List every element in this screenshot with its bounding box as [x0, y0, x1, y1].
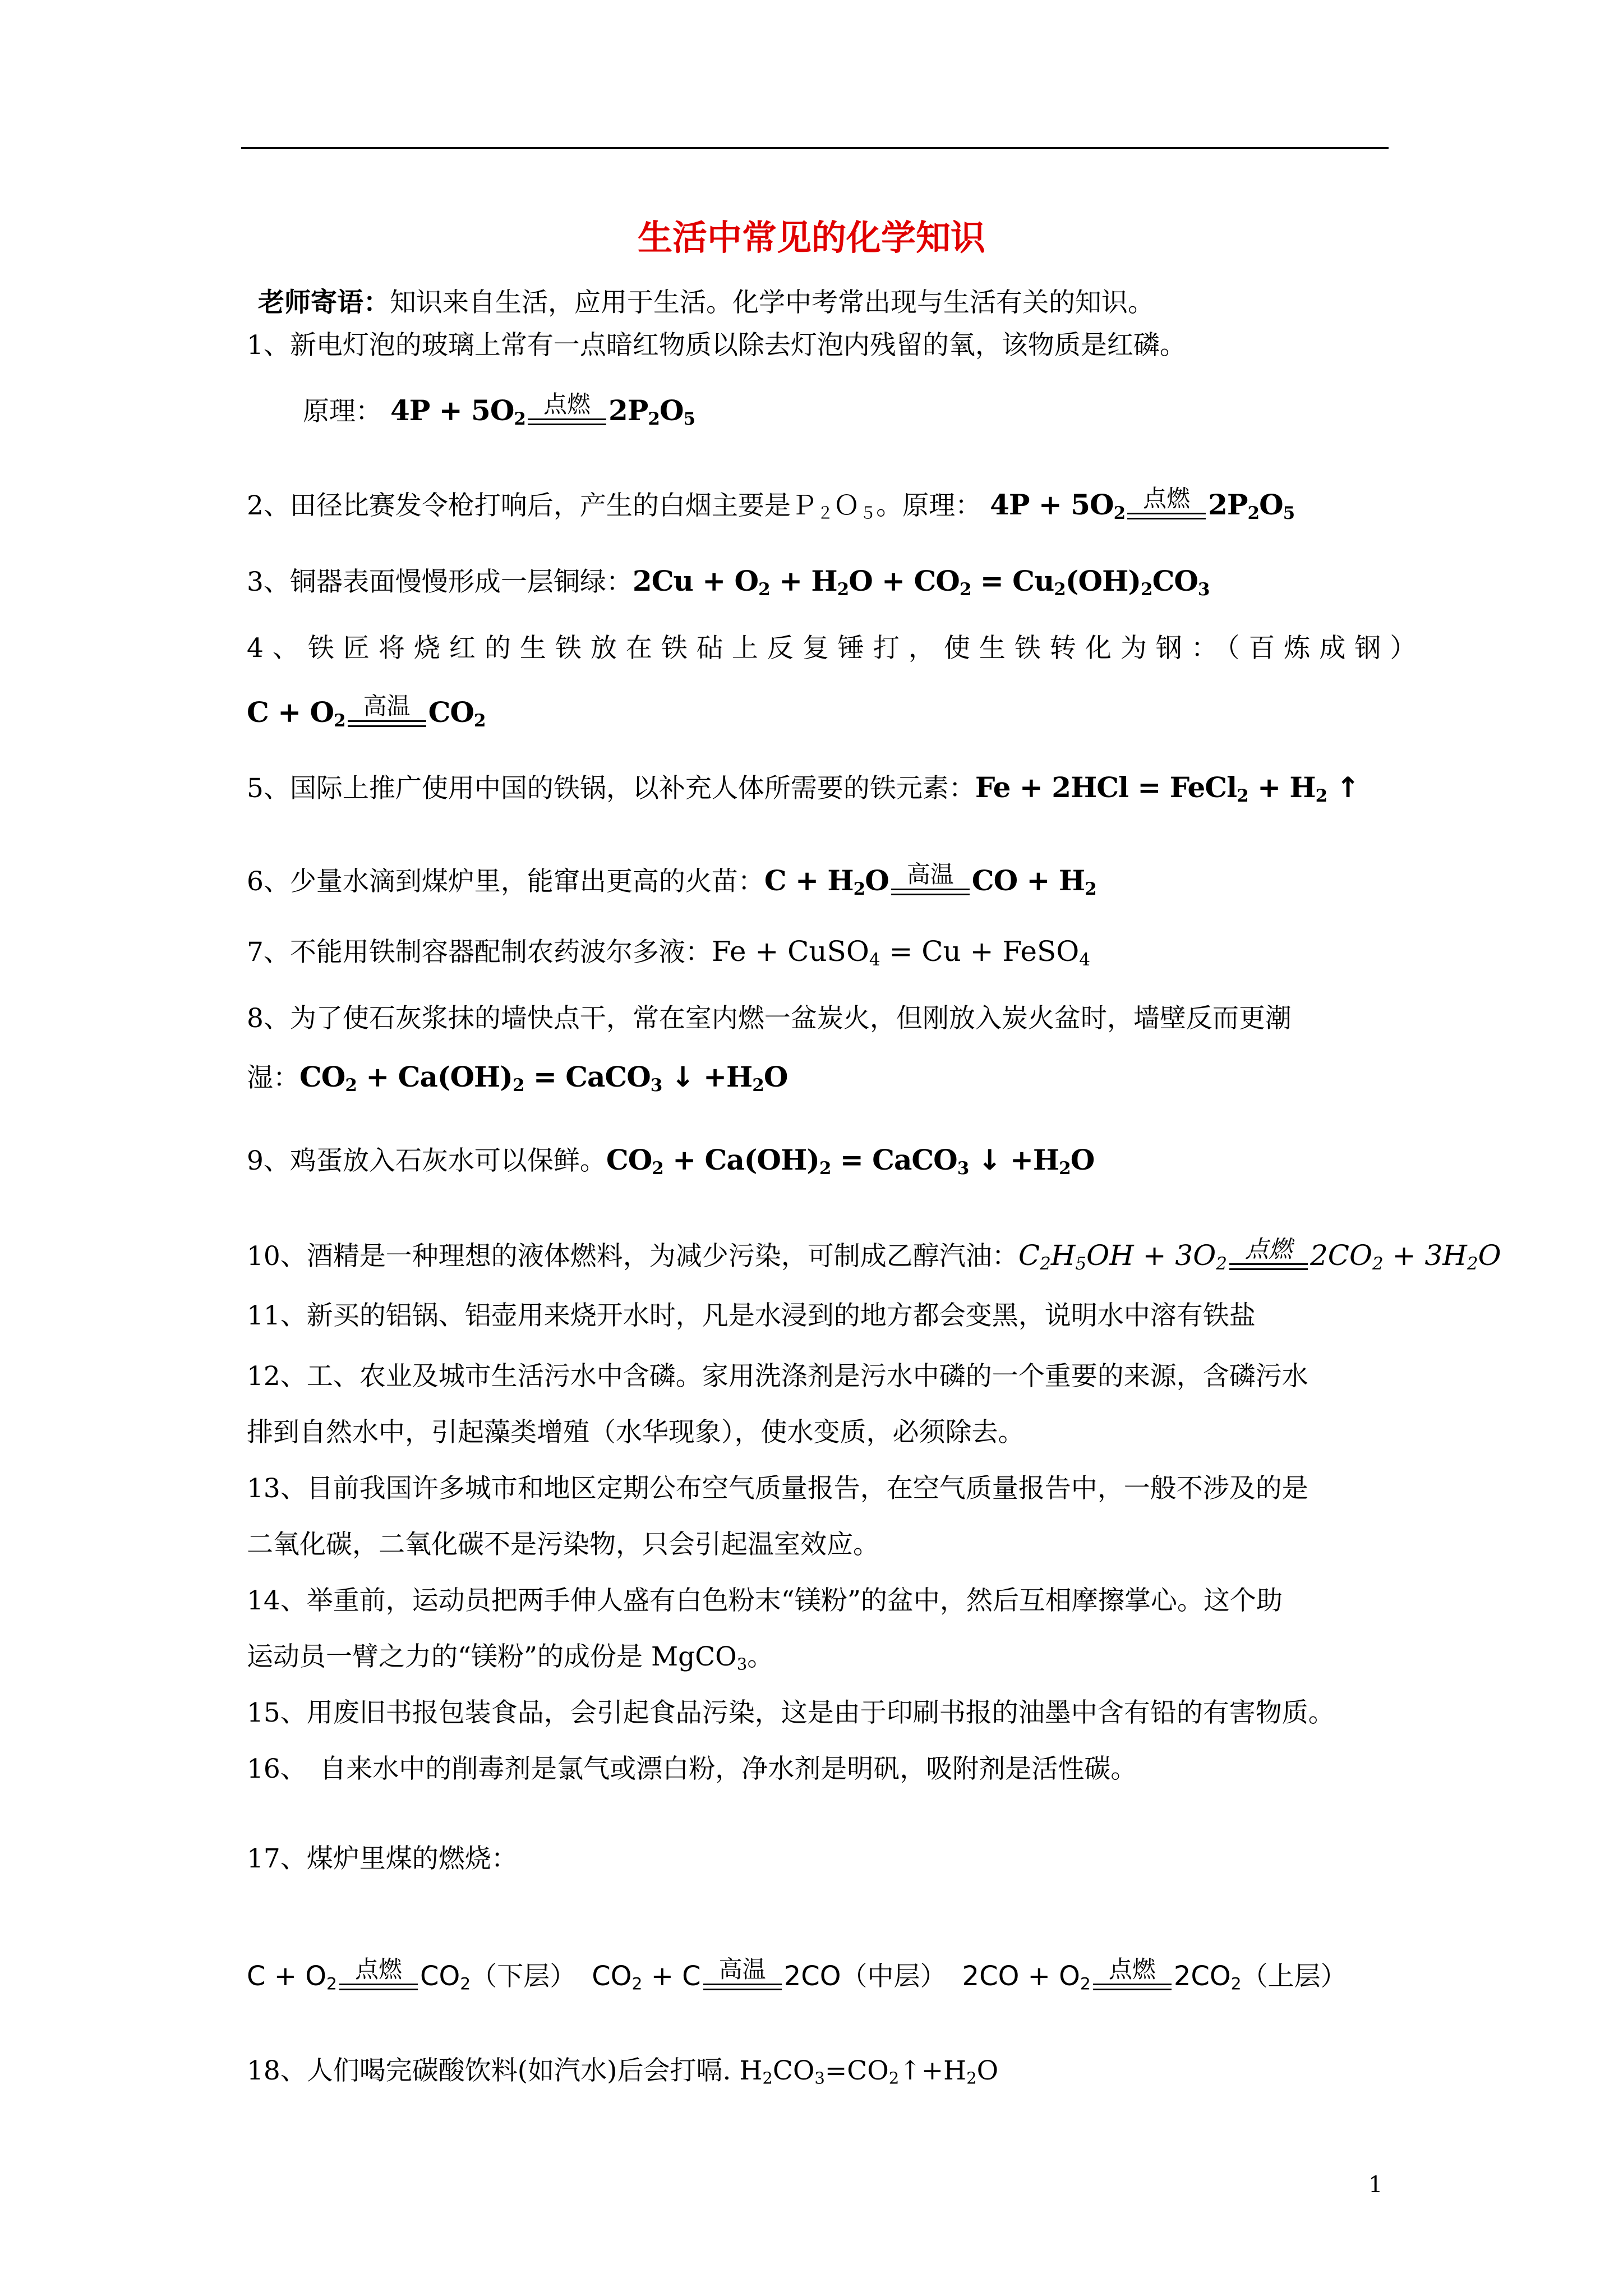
equation-iron-copper-sulfate: Fe + CuSO$_4$ = Cu + FeSO$_4$	[711, 935, 1090, 970]
header-rule	[241, 147, 1389, 149]
item-17: 17、煤炉里煤的燃烧：	[247, 1843, 518, 1874]
item-5: 5、国际上推广使用中国的铁锅，以补充人体所需要的铁元素：Fe + 2HCl = FeCl$_2$ + $H_2$ ↑	[247, 771, 1359, 806]
item-14-line-2: 运动员一臂之力的“镁粉”的成份是 MgCO$_3$。	[247, 1641, 774, 1674]
item-11: 11、新买的铝锅、铝壶用来烧开水时，凡是水浸到的地方都会变黑，说明水中溶有铁盐	[247, 1300, 1256, 1331]
item-13-line-2: 二氧化碳，二氧化碳不是污染物，只会引起温室效应。	[247, 1529, 879, 1560]
lower-layer-label: （下层）	[471, 1961, 577, 1992]
item-6: 6、少量水滴到煤炉里，能窜出更高的火苗：$C + H_2O$ 高温 CO + $H_2$	[247, 861, 1096, 899]
item-18: 18、人们喝完碳酸饮料(如汽水)后会打嗝. $H_2CO_3=CO_2↑+H_2O$	[247, 2055, 999, 2088]
page-number: 1	[1368, 2172, 1383, 2198]
intro-line	[258, 285, 1481, 321]
item-8-line-1: 8、为了使石灰浆抹的墙快点干，常在室内燃一盆炭火，但刚放入炭火盆时，墙壁反而更潮	[247, 1003, 1292, 1034]
equation-copper-patina: $2Cu + O_2 + H_2O + CO_2 = Cu_2(OH)_2CO_3$	[632, 564, 1210, 600]
equation-phosphorus-burn: $4P + 5O_2$ 点燃 $2P_2O_5$	[390, 390, 695, 429]
equation-water-gas: $C + H_2O$ 高温 CO + $H_2$	[764, 861, 1096, 899]
item-17-equations	[247, 1955, 1469, 1995]
equation-middle-layer: $CO_2 + C$ 高温 2CO	[592, 1955, 841, 1994]
page-title: 生活中常见的化学知识	[637, 217, 985, 258]
item-2: 2、田径比赛发令枪打响后，产生的白烟主要是Ｐ$_2$Ｏ$_5$。原理： $4P + 5O_2$ 点燃 $2P_2O_5$	[247, 485, 1295, 523]
item-13-line-1: 13、目前我国许多城市和地区定期公布空气质量报告，在空气质量报告中，一般不涉及的是	[247, 1473, 1308, 1504]
intro-text: 知识来自生活，应用于生活。化学中考常出现与生活有关的知识。	[390, 287, 1154, 318]
equation-limewater-2: $CO_2 + Ca(OH)_2$ = CaCO$_3$ ↓ $+H_2O$	[606, 1143, 1095, 1179]
item-15: 15、用废旧书报包装食品，会引起食品污染，这是由于印刷书报的油墨中含有铅的有害物质。	[247, 1697, 1335, 1728]
equation-phosphorus-burn-2: $4P + 5O_2$ 点燃 $2P_2O_5$	[990, 485, 1295, 523]
item-9: 9、鸡蛋放入石灰水可以保鲜。$CO_2 + Ca(OH)_2$ = CaCO$_3$ ↓ $+H_2O$	[247, 1143, 1095, 1179]
item-12-line-1: 12、工、农业及城市生活污水中含磷。家用洗涤剂是污水中磷的一个重要的来源，含磷污水	[247, 1361, 1308, 1392]
item-12-line-2: 排到自然水中，引起藻类增殖（水华现象），使水变质，必须除去。	[247, 1417, 1025, 1448]
item-8-line-2: 湿：$CO_2 + Ca(OH)_2$ = CaCO$_3$ ↓ $+H_2O$	[247, 1060, 788, 1096]
item-4-equation	[247, 694, 1469, 731]
equation-iron-hcl: Fe + 2HCl = FeCl$_2$ + $H_2$ ↑	[975, 771, 1359, 806]
equation-carbon-burn-hightemp: $C + O_2$ 高温 $CO_2$	[247, 692, 486, 731]
equation-ethanol-burn: $C_2H_5OH + 3O_2$ 点燃 $2CO_2 + 3H_2O$	[1018, 1235, 1501, 1274]
item-16: 16、 自来水中的削毒剂是氯气或漂白粉，净水剂是明矾，吸附剂是活性碳。	[247, 1754, 1137, 1784]
item-14-line-1: 14、举重前，运动员把两手伸人盛有白色粉末“镁粉”的盆中，然后互相摩擦掌心。这个助	[247, 1585, 1283, 1616]
item-7: 7、不能用铁制容器配制农药波尔多液：Fe + CuSO$_4$ = Cu + FeSO$_4$	[247, 935, 1090, 970]
equation-limewater-1: $CO_2 + Ca(OH)_2$ = CaCO$_3$ ↓ $+H_2O$	[299, 1060, 788, 1096]
upper-layer-label: （上层）	[1241, 1961, 1347, 1992]
item-1-principle: 原理： $4P + 5O_2$ 点燃 $2P_2O_5$	[303, 390, 695, 429]
item-4: 4、铁匠将烧红的生铁放在铁砧上反复锤打，使生铁转化为钢：（百炼成钢）	[247, 633, 1426, 664]
equation-upper-layer: $2CO + O_2$ 点燃 $2CO_2$	[962, 1955, 1242, 1994]
middle-layer-label: （中层）	[841, 1961, 947, 1992]
equation-lower-layer: $C + O_2$ 点燃 $CO_2$	[247, 1955, 471, 1994]
intro-label: 老师寄语：	[258, 287, 390, 318]
item-10: 10、酒精是一种理想的液体燃料，为减少污染，可制成乙醇汽油：$C_2H_5OH + 3O_2$ 点燃 $2CO_2 + 3H_2O$	[247, 1235, 1501, 1274]
item-3: 3、铜器表面慢慢形成一层铜绿：$2Cu + O_2 + H_2O + CO_2 = Cu_2(OH)_2CO_3$	[247, 564, 1210, 600]
item-1: 1、新电灯泡的玻璃上常有一点暗红物质以除去灯泡内残留的氧，该物质是红磷。	[247, 330, 1186, 361]
